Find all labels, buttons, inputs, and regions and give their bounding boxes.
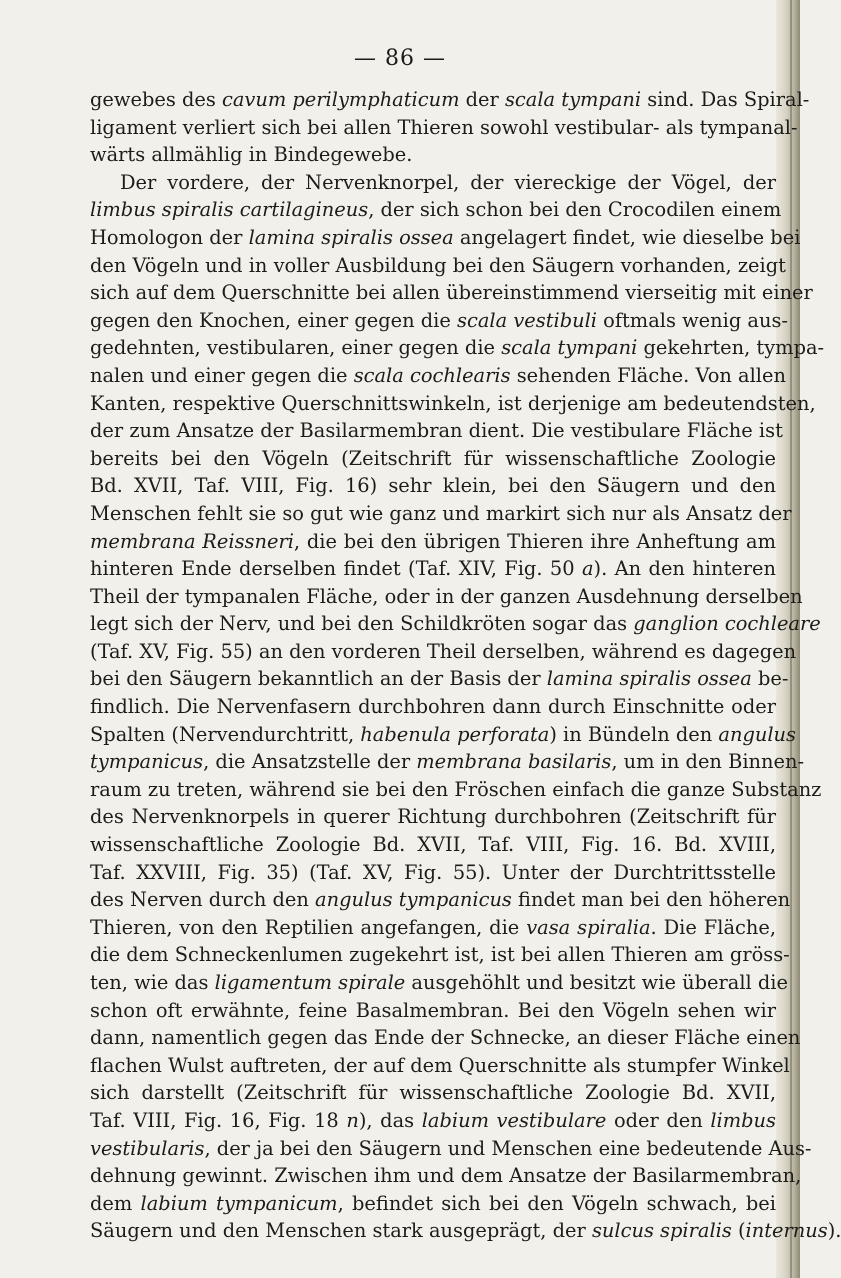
italic-term: angulus tympanicus xyxy=(315,888,512,912)
text-line xyxy=(90,721,796,749)
text-line xyxy=(90,555,776,583)
text-line xyxy=(90,196,782,224)
text-line xyxy=(90,776,822,804)
text-line xyxy=(90,417,783,445)
text-segment: , der sich schon bei den Crocodilen einem xyxy=(368,198,782,222)
italic-term: labium vestibulare xyxy=(421,1108,607,1132)
italic-term: cavum perilymphaticum xyxy=(221,88,460,111)
text-line xyxy=(90,610,821,638)
text-line xyxy=(90,969,788,997)
text-segment: die dem Schneckenlumen zugekehrt ist, ist bei allen Thieren am gröss- xyxy=(90,943,790,967)
text-segment: Theil der tympanalen Fläche, oder in der ganzen Ausdehnung derselben xyxy=(90,584,803,608)
page-number: — 86 — xyxy=(354,46,446,71)
text-segment: gewebes des xyxy=(90,88,222,111)
text-segment: angelagert findet, wie dieselbe bei xyxy=(453,225,801,249)
text-line xyxy=(90,1135,812,1163)
text-segment: sehenden Fläche. Von allen xyxy=(510,363,786,387)
text-segment: be- xyxy=(751,667,789,691)
text-segment: nalen und einer gegen die xyxy=(90,363,354,387)
text-segment: Menschen fehlt sie so gut wie ganz und markirt sich nur als Ansatz der xyxy=(90,501,792,525)
text-segment: Spalten (Nervendurchtritt, xyxy=(90,722,361,746)
text-segment: dehnung gewinnt. Zwischen ihm und dem Ansatze der Basilarmembran, xyxy=(90,1164,802,1188)
text-segment: wissenschaftliche Zoologie Bd. XVII, Taf. VIII, Fig. 16. Bd. XVIII, xyxy=(90,833,776,857)
text-segment: ausgehöhlt und besitzt wie überall die xyxy=(405,971,788,994)
italic-term: scala tympani xyxy=(504,88,642,111)
text-segment: , die bei den übrigen Thieren ihre Anheftung am xyxy=(293,529,776,553)
text-segment: sind. Das Spiral- xyxy=(641,88,810,111)
text-line xyxy=(90,334,825,362)
text-segment: hinteren Ende derselben findet (Taf. XIV, Fig. 50 xyxy=(90,557,582,581)
text-segment: Säugern und den Menschen stark ausgeprägt, der xyxy=(90,1219,592,1243)
text-segment: ten, wie das xyxy=(90,971,215,994)
text-line xyxy=(90,528,776,556)
italic-term: vestibularis xyxy=(90,1136,205,1160)
text-segment: ), das xyxy=(358,1108,422,1132)
text-line xyxy=(90,1162,802,1190)
text-segment: bei den Säugern bekanntlich an der Basis der xyxy=(90,667,547,691)
italic-term: n xyxy=(346,1108,359,1132)
text-line xyxy=(90,693,776,721)
text-line xyxy=(90,997,776,1025)
text-segment: findlich. Die Nervenfasern durchbohren dann durch Einschnitte oder xyxy=(90,695,776,719)
text-segment: schon oft erwähnte, feine Basalmembran. Bei den Vögeln sehen wir xyxy=(90,998,776,1022)
text-segment: der zum Ansatze der Basilarmembran dient. Die vestibulare Fläche ist xyxy=(90,419,783,443)
text-segment: . Die Fläche, xyxy=(650,915,776,939)
text-segment: , die Ansatzstelle der xyxy=(203,750,417,774)
italic-term: habenula perforata xyxy=(360,722,550,746)
text-segment: ) in Bündeln den xyxy=(549,722,719,746)
italic-term: ligamentum spirale xyxy=(214,971,406,994)
italic-term: vasa spiralia xyxy=(526,915,651,939)
italic-term: internus xyxy=(745,1219,828,1243)
text-line xyxy=(90,1024,801,1052)
text-line xyxy=(90,500,792,528)
text-segment: Kanten, respektive Querschnittswinkeln, ist derjenige am bedeutendsten, xyxy=(90,391,816,415)
text-line xyxy=(90,914,776,942)
text-line xyxy=(90,224,801,252)
text-segment: des Nerven durch den xyxy=(90,888,316,912)
text-segment: oftmals wenig aus- xyxy=(597,308,788,332)
text-line xyxy=(90,252,786,280)
text-line xyxy=(90,1052,790,1080)
text-line xyxy=(90,831,776,859)
text-segment: gedehnten, vestibularen, einer gegen die xyxy=(90,336,502,360)
text-segment: Thieren, von den Reptilien angefangen, die xyxy=(90,915,527,939)
text-line xyxy=(90,859,776,887)
text-segment: , befindet sich bei den Vögeln schwach, bei xyxy=(337,1191,776,1215)
text-line xyxy=(90,886,791,914)
text-segment: Taf. XXVIII, Fig. 35) (Taf. XV, Fig. 55). Unter der Durchtrittsstelle xyxy=(90,860,776,884)
italic-term: scala vestibuli xyxy=(457,308,597,332)
italic-term: tympanicus xyxy=(90,750,204,774)
text-segment: wärts allmählig in Bindegewebe. xyxy=(90,143,413,167)
italic-term: labium tympanicum xyxy=(140,1191,338,1215)
italic-term: ganglion cochleare xyxy=(633,612,821,636)
text-segment: Taf. VIII, Fig. 16, Fig. 18 xyxy=(90,1108,347,1132)
text-segment: , um in den Binnen- xyxy=(611,750,805,774)
italic-term: a xyxy=(581,557,594,581)
italic-term: sulcus spiralis xyxy=(591,1219,732,1243)
text-segment: dem xyxy=(90,1191,141,1215)
text-segment: Bd. XVII, Taf. VIII, Fig. 16) sehr klein, bei den Säugern und den xyxy=(90,474,776,498)
italic-term: lamina spiralis ossea xyxy=(546,667,752,691)
italic-term: scala tympani xyxy=(501,336,638,360)
text-segment: gekehrten, tympa- xyxy=(637,336,825,360)
italic-term: limbus spiralis cartilagineus xyxy=(90,198,369,222)
text-segment: raum zu treten, während sie bei den Fröschen einfach die ganze Substanz xyxy=(90,777,822,801)
italic-term: membrana Reissneri xyxy=(90,529,294,553)
text-segment: sich auf dem Querschnitte bei allen übereinstimmend vierseitig mit einer xyxy=(90,281,813,305)
text-segment: flachen Wulst auftreten, der auf dem Querschnitte als stumpfer Winkel xyxy=(90,1053,790,1077)
italic-term: angulus xyxy=(718,722,796,746)
text-line xyxy=(90,362,786,390)
text-line xyxy=(90,941,790,969)
text-segment: (Taf. XV, Fig. 55) an den vorderen Theil derselben, während es dagegen xyxy=(90,639,797,663)
text-segment: gegen den Knochen, einer gegen die xyxy=(90,308,458,332)
italic-term: limbus xyxy=(710,1108,776,1132)
text-line xyxy=(90,1107,776,1135)
text-line xyxy=(90,1217,841,1245)
text-segment: Homologon der xyxy=(90,225,249,249)
text-line xyxy=(90,638,797,666)
text-line xyxy=(90,583,803,611)
text-line xyxy=(90,665,789,693)
text-line xyxy=(90,748,805,776)
text-line xyxy=(90,1079,776,1107)
text-line xyxy=(90,169,776,197)
text-segment: ). An den hinteren xyxy=(593,557,776,581)
text-line xyxy=(90,390,816,418)
text-line xyxy=(90,279,813,307)
text-segment: , der ja bei den Säugern und Menschen eine bedeutende Aus- xyxy=(204,1136,812,1160)
text-line xyxy=(90,307,788,335)
text-segment: oder den xyxy=(606,1108,711,1132)
text-line xyxy=(90,1190,776,1218)
text-line xyxy=(90,86,810,114)
text-segment: sich darstellt (Zeitschrift für wissenschaftliche Zoologie Bd. XVII, xyxy=(90,1081,776,1105)
italic-term: scala cochlearis xyxy=(353,363,511,387)
text-segment: ). xyxy=(827,1219,841,1243)
text-segment: des Nervenknorpels in querer Richtung durchbohren (Zeitschrift für xyxy=(90,805,776,829)
text-line xyxy=(90,141,776,169)
text-segment: bereits bei den Vögeln (Zeitschrift für wissenschaftliche Zoologie xyxy=(90,446,776,470)
text-segment: legt sich der Nerv, und bei den Schildkröten sogar das xyxy=(90,612,634,636)
text-line xyxy=(90,472,776,500)
body-text xyxy=(90,86,841,1245)
text-line xyxy=(90,445,776,473)
text-segment: ligament verliert sich bei allen Thieren sowohl vestibular- als tympanal- xyxy=(90,115,798,139)
text-line xyxy=(90,114,798,142)
text-segment: Der vordere, der Nervenknorpel, der viereckige der Vögel, der xyxy=(120,170,776,194)
italic-term: membrana basilaris xyxy=(416,750,612,774)
text-segment: der xyxy=(459,88,505,111)
text-segment: dann, namentlich gegen das Ende der Schnecke, an dieser Fläche einen xyxy=(90,1026,801,1050)
text-line xyxy=(90,803,776,831)
italic-term: lamina spiralis ossea xyxy=(248,225,454,249)
text-segment: den Vögeln und in voller Ausbildung bei den Säugern vorhanden, zeigt xyxy=(90,253,786,277)
text-segment: ( xyxy=(731,1219,746,1243)
text-segment: findet man bei den höheren xyxy=(511,888,791,912)
